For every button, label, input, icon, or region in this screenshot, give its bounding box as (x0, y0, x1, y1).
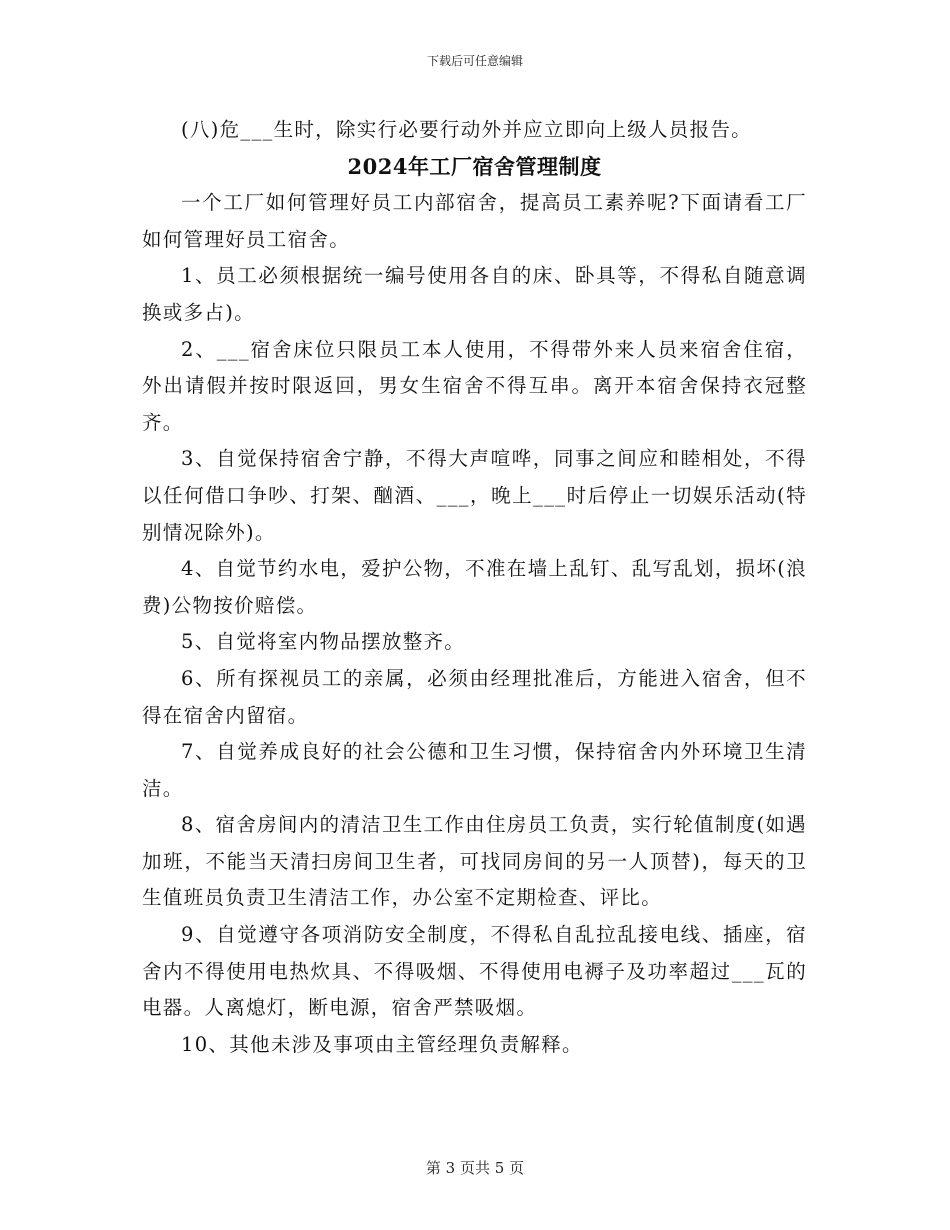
rule-10: 10、其他未涉及事项由主管经理负责解释。 (181, 1032, 583, 1056)
lead-paragraph: (八)危___生时，除实行必要行动外并应立即向上级人员报告。 (181, 118, 752, 141)
rule-4: 4、自觉节约水电，爱护公物，不准在墙上乱钉、乱写乱划，损坏(浪费)公物按价赔偿。 (142, 557, 807, 617)
rule-7: 7、自觉养成良好的社会公德和卫生习惯，保持宿舍内外环境卫生清洁。 (142, 740, 807, 800)
rule-6: 6、所有探视员工的亲属，必须由经理批准后，方能进入宿舍，但不得在宿舍内留宿。 (142, 666, 807, 727)
page-header: 下载后可任意编辑 (426, 54, 523, 68)
rule-3: 3、自觉保持宿舍宁静，不得大声喧哗，同事之间应和睦相处，不得以任何借口争吵、打架、酗酒、___，晚上___时后停止一切娱乐活动(特别情况除外)。 (142, 447, 807, 544)
rule-2: 2、___宿舍床位只限员工本人使用，不得带外来人员来宿舍住宿，外出请假并按时限返回，男女生宿舍不得互串。离开本宿舍保持衣冠整齐。 (142, 337, 807, 434)
rule-5: 5、自觉将室内物品摆放整齐。 (181, 630, 466, 654)
document-title: 2024年工厂宿舍管理制度 (347, 153, 602, 179)
document-body (142, 112, 807, 1063)
page-number: 第 3 页共 5 页 (425, 1159, 525, 1177)
intro-paragraph: 一个工厂如何管理好员工内部宿舍，提高员工素养呢?下面请看工厂如何管理好员工宿舍。 (142, 191, 807, 251)
rule-1: 1、员工必须根据统一编号使用各自的床、卧具等，不得私自随意调换或多占)。 (142, 264, 807, 324)
rule-8: 8、宿舍房间内的清洁卫生工作由住房员工负责，实行轮值制度(如遇加班，不能当天清扫房间卫生者，可找同房间的另一人顶替)，每天的卫生值班员负责卫生清洁工作，办公室不定期检查、评比。 (142, 813, 807, 910)
rule-9: 9、自觉遵守各项消防安全制度，不得私自乱拉乱接电线、插座，宿舍内不得使用电热炊具、不得吸烟、不得使用电褥子及功率超过___瓦的电器。人离熄灯，断电源，宿舍严禁吸烟。 (142, 923, 807, 1020)
